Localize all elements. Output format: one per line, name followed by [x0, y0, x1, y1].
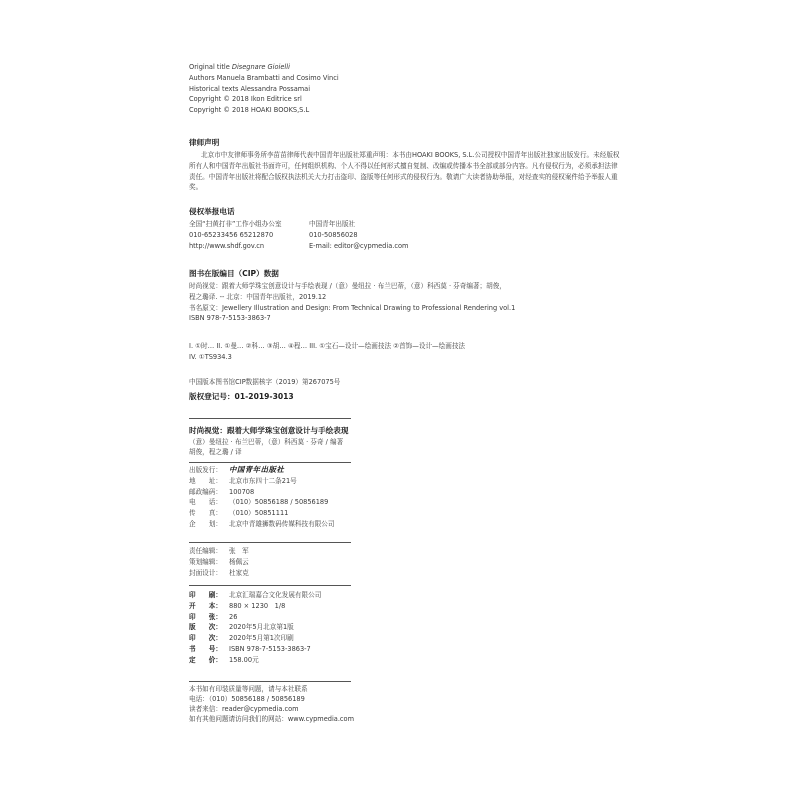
report-row: 全国“扫黄打非”工作小组办公室 中国青年出版社: [189, 220, 356, 228]
publisher-row: 传 真： （010）50851111: [189, 509, 289, 518]
copyright-line-2: Copyright © 2018 HOAKI BOOKS,S.L: [189, 106, 310, 115]
original-info: [189, 62, 629, 116]
print-row: 书 号： ISBN 978-7-5153-3863-7: [189, 644, 311, 653]
staff-block: [189, 546, 629, 578]
legal-text: 北京市中友律师事务所李苗苗律师代表中国青年出版社郑重声明：本书由HOAKI BOOKS, S.L.公司授权中国青年出版社独家出版发行。未经版权所有人和中国青年出版社书面许可，任何组织机构、个人不得以任何形式擅自复制、改编或传播本书全部或部分内容。凡有侵权行为，必须承担法律责任。中国青年出版社将配合版权执法机关大力打击盗印、盗版等任何形式的侵权行为。敬请广大读者协助举报，对经查实的侵权案件给予举报人重奖。: [189, 151, 620, 192]
publisher-row: 邮政编码： 100708: [189, 487, 255, 496]
print-row: 版 次： 2020年5月北京第1版: [189, 623, 294, 632]
report-row: http://www.shdf.gov.cn E-mail: editor@cypmedia.com: [189, 241, 409, 250]
class-line: IV. ①TS934.3: [189, 352, 232, 361]
publisher-row: 企 划： 北京中青雄狮数码传媒科技有限公司: [189, 519, 335, 528]
publisher-row: 地 址： 北京市东四十二条21号: [189, 476, 297, 485]
cip-number: 中国版本图书馆CIP数据核字（2019）第267075号: [189, 378, 341, 386]
divider: [189, 542, 351, 543]
staff-row: 策划编辑： 杨佩云: [189, 557, 249, 566]
legal-heading: 律师声明: [189, 138, 220, 147]
cip-classification: [189, 341, 629, 363]
divider: [189, 418, 351, 419]
divider: [189, 462, 351, 463]
print-row: 印 刷： 北京汇瑞嘉合文化发展有限公司: [189, 591, 322, 599]
footer-line: 如有其他问题请访问我们的网站：www.cypmedia.com: [189, 715, 355, 723]
print-row: 印 次： 2020年5月第1次印刷: [189, 634, 294, 643]
staff-row: 责任编辑： 张 军: [189, 547, 249, 555]
divider: [189, 681, 351, 682]
cip-line: ISBN 978-7-5153-3863-7: [189, 314, 271, 323]
footer-line: 读者来信：reader@cypmedia.com: [189, 705, 299, 713]
publisher-logo-text: 中国青年出版社: [229, 465, 285, 474]
class-line: I. ①时… II. ①曼… ②科… ③胡… ④程… III. ①宝石—设计—绘画技法 ②首饰—设计—绘画技法: [189, 342, 466, 350]
report-heading: 侵权举报电话: [189, 207, 235, 216]
publisher-row: 电 话： （010）50856188 / 50856189: [189, 498, 329, 507]
staff-row: 封面设计： 杜家克: [189, 568, 249, 577]
publisher-block: [189, 465, 629, 530]
report-row: 010-65233456 65212870 010-50856028: [189, 230, 358, 239]
print-block: [189, 590, 629, 666]
copyright-line-1: Copyright © 2018 Ikon Editrice srl: [189, 95, 302, 104]
book-authors: （意）曼纽拉 · 布兰巴蒂，（意）科西莫 · 芬奇 / 编著: [189, 438, 344, 446]
print-row: 印 张： 26: [189, 612, 238, 621]
footer-line: 本书如有印装质量等问题，请与本社联系: [189, 685, 308, 693]
report-table: [189, 219, 629, 251]
print-row: 开 本： 880 × 1230 1/8: [189, 601, 286, 610]
book-translators: 胡俊，程之璐 / 译: [189, 448, 242, 456]
publisher-row: 出版发行： 中国青年出版社: [189, 465, 285, 474]
cip-heading: 图书在版编目（CIP）数据: [189, 269, 279, 278]
authors-line: Authors Manuela Brambatti and Cosimo Vinci: [189, 73, 339, 82]
historical-texts-line: Historical texts Alessandra Possamai: [189, 84, 311, 93]
cip-block: [189, 281, 629, 324]
original-title-line: Original title Disegnare Gioielli: [189, 63, 290, 71]
register-number: 版权登记号：01-2019-3013: [189, 392, 294, 401]
original-title: Disegnare Gioielli: [231, 63, 290, 71]
divider: [189, 585, 351, 586]
cip-line: 时尚视觉：跟着大师学珠宝创意设计与手绘表现 /（意）曼纽拉 · 布兰巴蒂，（意）科西莫 · 芬奇编著；胡俊，: [189, 282, 506, 290]
cip-line: 书名原文：Jewellery Illustration and Design: From Technical Drawing to Professional Rendering vol.1: [189, 303, 516, 312]
footer-block: [189, 684, 629, 724]
cip-line: 程之璐译. -- 北京：中国青年出版社，2019.12: [189, 292, 327, 301]
book-title: 时尚视觉：跟着大师学珠宝创意设计与手绘表现: [189, 426, 349, 435]
footer-line: 电话：（010）50856188 / 50856189: [189, 695, 305, 703]
print-row: 定 价： 158.00元: [189, 655, 259, 664]
